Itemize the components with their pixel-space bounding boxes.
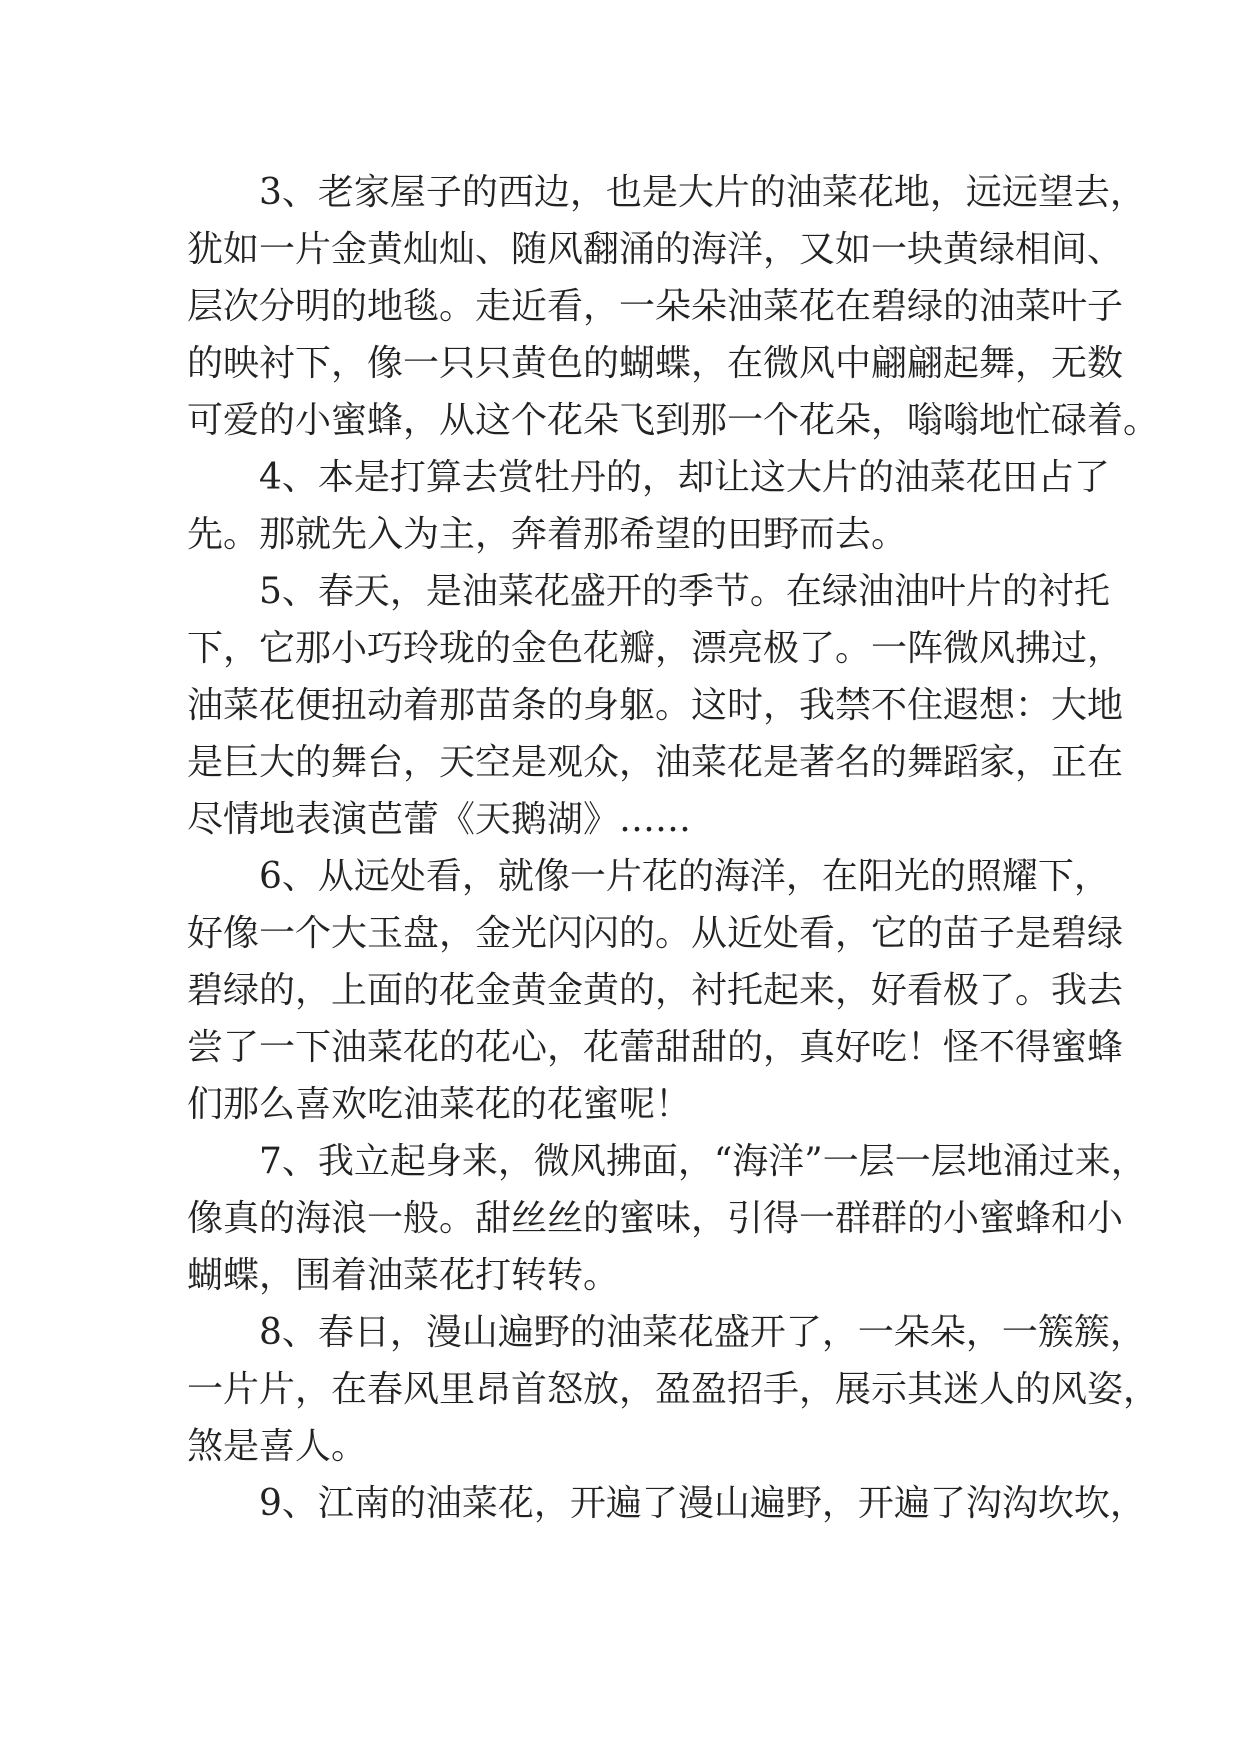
text-line: 像真的海浪一般。甜丝丝的蜜味，引得一群群的小蜜蜂和小: [187, 1198, 1124, 1239]
text-line: 煞是喜人。: [187, 1426, 368, 1467]
text-line: 可爱的小蜜蜂，从这个花朵飞到那一个花朵，嗡嗡地忙碌着。: [187, 400, 1160, 441]
text-line: 7、我立起身来，微风拂面，“海洋”一层一层地涌过来，: [259, 1141, 1147, 1182]
text-line: 3、老家屋子的西边，也是大片的油菜花地，远远望去，: [259, 172, 1146, 213]
text-line: 碧绿的，上面的花金黄金黄的，衬托起来，好看极了。我去: [187, 970, 1124, 1011]
text-line: 下，它那小巧玲珑的金色花瓣，漂亮极了。一阵微风拂过，: [187, 628, 1124, 669]
text-line: 犹如一片金黄灿灿、随风翻涌的海洋，又如一块黄绿相间、: [187, 229, 1124, 270]
text-line: 蝴蝶，围着油菜花打转转。: [187, 1255, 620, 1296]
text-line: 们那么喜欢吃油菜花的花蜜呢！: [187, 1084, 692, 1125]
text-line: 尽情地表演芭蕾《天鹅湖》……: [187, 799, 692, 840]
text-line: 是巨大的舞台，天空是观众，油菜花是著名的舞蹈家，正在: [187, 742, 1124, 783]
text-line: 的映衬下，像一只只黄色的蝴蝶，在微风中翩翩起舞，无数: [187, 343, 1124, 384]
text-line: 9、江南的油菜花，开遍了漫山遍野，开遍了沟沟坎坎，: [259, 1483, 1146, 1524]
text-line: 尝了一下油菜花的花心，花蕾甜甜的，真好吃！怪不得蜜蜂: [187, 1027, 1124, 1068]
text-line: 好像一个大玉盘，金光闪闪的。从近处看，它的苗子是碧绿: [187, 913, 1124, 954]
text-line: 4、本是打算去赏牡丹的，却让这大片的油菜花田占了: [259, 457, 1110, 498]
text-line: 油菜花便扭动着那苗条的身躯。这时，我禁不住遐想：大地: [187, 685, 1124, 726]
text-line: 5、春天，是油菜花盛开的季节。在绿油油叶片的衬托: [259, 571, 1110, 612]
text-line: 先。那就先入为主，奔着那希望的田野而去。: [187, 514, 908, 555]
text-line: 一片片，在春风里昂首怒放，盈盈招手，展示其迷人的风姿，: [187, 1369, 1160, 1410]
text-line: 层次分明的地毯。走近看，一朵朵油菜花在碧绿的油菜叶子: [187, 286, 1124, 327]
text-line: 8、春日，漫山遍野的油菜花盛开了，一朵朵，一簇簇，: [259, 1312, 1146, 1353]
text-line: 6、从远处看，就像一片花的海洋，在阳光的照耀下，: [259, 856, 1110, 897]
